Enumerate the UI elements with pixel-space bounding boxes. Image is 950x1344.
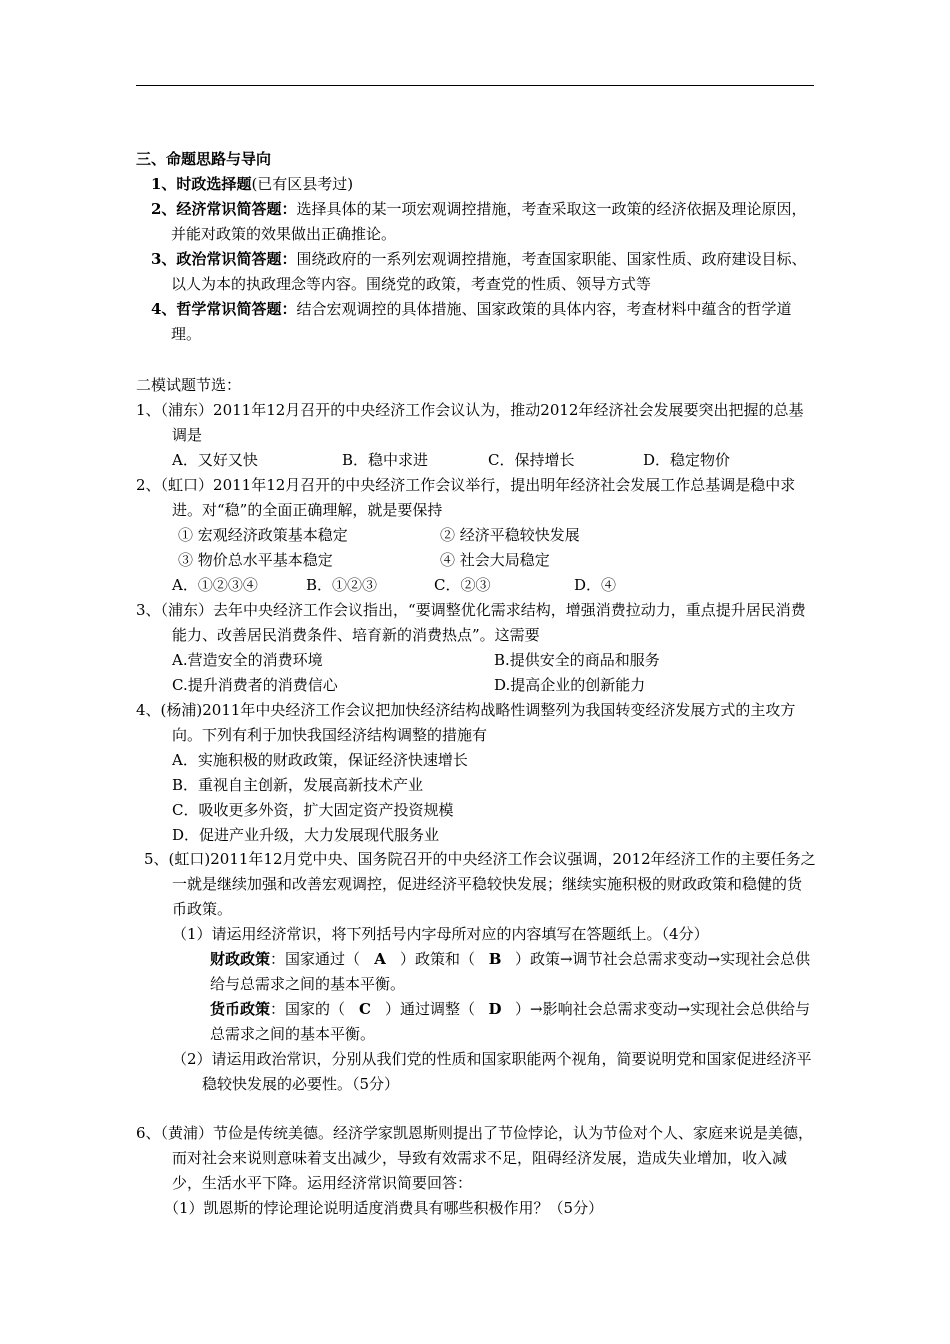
question-6-stem: 6、（黄浦）节俭是传统美德。经济学家凯恩斯则提出了节俭悖论，认为节俭对个人、家庭来说是美德，而对社会来说则意味着支出减少，导致有效需求不足，阻碍经济发展，造成失业增加，收入减少，生活水平下降。运用经济常识简要回答： bbox=[136, 1124, 814, 1192]
q3-option-d: D.提高企业的创新能力 bbox=[494, 676, 646, 694]
q1-option-d: D．稳定物价 bbox=[643, 451, 731, 469]
q1-option-c: C．保持增长 bbox=[488, 451, 575, 469]
monetary-label: 货币政策 bbox=[210, 1000, 271, 1018]
question-5-stem: 5、(虹口)2011年12月党中央、国务院召开的中央经济工作会议强调，2012年经济工作的主要任务之一就是继续加强和改善宏观调控，促进经济平稳较快发展；继续实施积极的财政政策和稳健的货币政策。 bbox=[144, 850, 816, 918]
fiscal-label: 财政政策 bbox=[210, 950, 271, 968]
q2-item-1: ① 宏观经济政策基本稳定 bbox=[178, 526, 348, 544]
question-3 bbox=[136, 598, 816, 698]
q5-sub-2: （2）请运用政治常识，分别从我们党的性质和国家职能两个视角，简要说明党和国家促进经济平稳较快发展的必要性。（5分） bbox=[172, 1050, 812, 1093]
question-3-stem: 3、（浦东）去年中央经济工作会议指出，“要调整优化需求结构，增强消费拉动力，重点提升居民消费能力、改善居民消费条件、培育新的消费热点”。这需要 bbox=[136, 601, 806, 644]
question-4-stem: 4、(杨浦)2011年中央经济工作会议把加快经济结构战略性调整列为我国转变经济发展方式的主攻方向。下列有利于加快我国经济结构调整的措施有 bbox=[136, 701, 796, 744]
blank-a: A bbox=[374, 950, 386, 968]
q5-sub-1: （1）请运用经济常识，将下列括号内字母所对应的内容填写在答题纸上。（4分） bbox=[172, 925, 709, 943]
q4-option-a: A．实施积极的财政政策，保证经济快速增长 bbox=[172, 751, 468, 769]
question-1-options bbox=[136, 448, 816, 473]
question-1-stem: 1、（浦东）2011年12月召开的中央经济工作会议认为，推动2012年经济社会发展要突出把握的总基调是 bbox=[136, 401, 804, 444]
q3-option-a: A.营造安全的消费环境 bbox=[172, 651, 323, 669]
blank-d: D bbox=[488, 1000, 502, 1018]
q2-item-4: ④ 社会大局稳定 bbox=[440, 551, 550, 569]
q3-option-b: B.提供安全的商品和服务 bbox=[494, 651, 660, 669]
question-2-items-row-1 bbox=[136, 523, 816, 548]
blank-b: B bbox=[488, 950, 502, 968]
q4-option-c: C．吸收更多外资，扩大固定资产投资规模 bbox=[172, 801, 454, 819]
header-rule bbox=[136, 85, 814, 86]
q4-option-b: B．重视自主创新，发展高新技术产业 bbox=[172, 776, 424, 794]
q5-monetary: 货币政策：国家的（ C ）通过调整（ D ）→影响社会总需求变动→实现社会总供给与总需求之间的基本平衡。 bbox=[144, 997, 816, 1047]
q2-option-a: A．①②③④ bbox=[172, 576, 258, 594]
q4-option-d: D．促进产业升级，大力发展现代服务业 bbox=[172, 826, 440, 844]
section-items bbox=[136, 172, 816, 347]
section-item-3: 3、政治常识简答题：围绕政府的一系列宏观调控措施，考查国家职能、国家性质、政府建设目标、以人为本的执政理念等内容。围绕党的政策，考查党的性质、领导方式等 bbox=[151, 250, 807, 293]
question-6 bbox=[136, 1121, 816, 1221]
section-title: 三、命题思路与导向 bbox=[136, 150, 272, 168]
question-2-options bbox=[136, 573, 816, 598]
question-2-items-row-2 bbox=[136, 548, 816, 573]
question-3-options-row-2 bbox=[136, 673, 816, 698]
q3-option-c: C.提升消费者的消费信心 bbox=[172, 676, 338, 694]
q2-option-d: D．④ bbox=[574, 576, 617, 594]
q2-option-c: C．②③ bbox=[434, 576, 491, 594]
question-3-options-row-1 bbox=[136, 648, 816, 673]
question-2-stem: 2、（虹口）2011年12月召开的中央经济工作会议举行，提出明年经济社会发展工作总基调是稳中求进。对“稳”的全面正确理解，就是要保持 bbox=[136, 476, 796, 519]
q5-fiscal: 财政政策：国家通过（ A ）政策和（ B ）政策→调节社会总需求变动→实现社会总供给与总需求之间的基本平衡。 bbox=[144, 947, 816, 997]
section-item-2: 2、经济常识简答题：选择具体的某一项宏观调控措施，考查采取这一政策的经济依据及理论原因，并能对政策的效果做出正确推论。 bbox=[151, 200, 807, 243]
blank-c: C bbox=[359, 1000, 371, 1018]
question-4 bbox=[136, 698, 816, 848]
section-item-1: 1、时政选择题(已有区县考过) bbox=[151, 175, 354, 193]
question-1 bbox=[136, 398, 816, 473]
q2-item-3: ③ 物价总水平基本稳定 bbox=[178, 551, 333, 569]
q6-sub-1: （1）凯恩斯的悖论理论说明适度消费具有哪些积极作用？（5分） bbox=[164, 1199, 604, 1217]
q1-option-b: B．稳中求进 bbox=[342, 451, 429, 469]
exam-heading: 二模试题节选： bbox=[136, 376, 242, 394]
q2-item-2: ② 经济平稳较快发展 bbox=[440, 526, 580, 544]
question-5 bbox=[144, 847, 816, 1097]
q2-option-b: B．①②③ bbox=[306, 576, 378, 594]
q1-option-a: A．又好又快 bbox=[172, 451, 258, 469]
question-2 bbox=[136, 473, 816, 598]
section-item-4: 4、哲学常识简答题：结合宏观调控的具体措施、国家政策的具体内容，考查材料中蕴含的哲学道理。 bbox=[151, 300, 792, 343]
